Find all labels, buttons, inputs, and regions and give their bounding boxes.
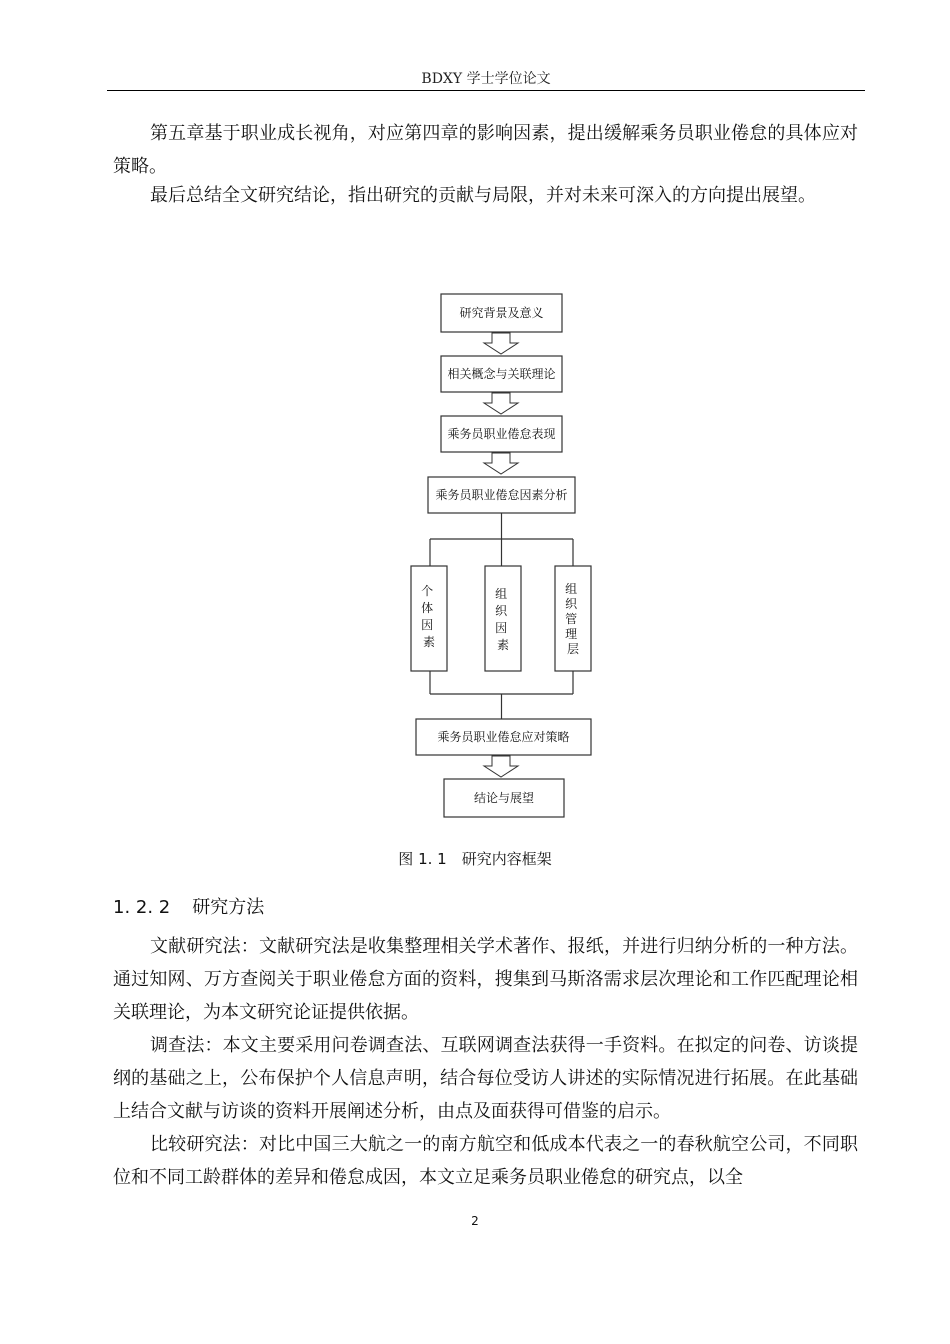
figure-caption: 图 1. 1 研究内容框架	[398, 850, 552, 868]
header-rule	[107, 90, 865, 91]
paragraph-literature-method: 文献研究法：文献研究法是收集整理相关学术著作、报纸，并进行归纳分析的一种方法。通过知网、万方查阅关于职业倦怠方面的资料，搜集到马斯洛需求层次理论和工作匹配理论相关联理论，为本文研究论证提供依据。	[113, 936, 858, 1023]
section-heading	[113, 893, 264, 919]
paragraph-survey-method: 调查法：本文主要采用问卷调查法、互联网调查法获得一手资料。在拟定的问卷、访谈提纲的基础之上，公布保护个人信息声明，结合每位受访人讲述的实际情况进行拓展。在此基础上结合文献与访谈的资料开展阐述分析，由点及面获得可借鉴的启示。	[113, 1035, 858, 1122]
paragraph-comparative-method: 比较研究法：对比中国三大航之一的南方航空和低成本代表之一的春秋航空公司，不同职位和不同工龄群体的差异和倦怠成因，本文立足乘务员职业倦怠的研究点，以全	[113, 1134, 858, 1188]
research-framework-flowchart	[400, 286, 610, 826]
factor-char: 个	[421, 584, 434, 598]
factor-char: 体	[421, 601, 434, 615]
factor-char: 因	[421, 618, 434, 632]
factor-char: 织	[495, 604, 508, 618]
factor-char: 组	[565, 582, 578, 596]
factor-char: 因	[495, 621, 508, 635]
factor-box-background	[485, 566, 521, 671]
flow-box-label: 结论与展望	[473, 791, 535, 805]
running-header: BDXY 学士学位论文	[421, 71, 551, 87]
factor-char: 织	[565, 597, 578, 611]
page-number: 2	[471, 1214, 479, 1228]
factor-char: 理	[565, 627, 578, 641]
factor-char: 素	[422, 635, 436, 649]
factor-char: 层	[566, 642, 580, 656]
paragraph-conclusion: 最后总结全文研究结论，指出研究的贡献与局限，并对未来可深入的方向提出展望。	[150, 185, 816, 206]
section-number: 1. 2. 2	[113, 897, 171, 918]
flow-box-label: 乘务员职业倦怠应对策略	[437, 730, 570, 744]
flow-arrow-icon	[484, 393, 518, 414]
factor-char: 组	[495, 587, 508, 601]
flow-box-label: 乘务员职业倦怠表现	[447, 427, 556, 441]
flow-arrow-icon	[484, 756, 518, 777]
flow-arrow-icon	[484, 453, 518, 474]
factor-box-label	[565, 582, 581, 656]
section-title: 研究方法	[192, 897, 265, 918]
factor-char: 素	[496, 638, 510, 652]
factor-char: 管	[565, 612, 578, 626]
flow-box-label: 乘务员职业倦怠因素分析	[435, 488, 568, 502]
flow-box-label: 研究背景及意义	[459, 306, 544, 320]
flow-arrow-icon	[484, 333, 518, 354]
flow-box-label: 相关概念与关联理论	[447, 367, 556, 381]
paragraph-chapter5: 第五章基于职业成长视角，对应第四章的影响因素，提出缓解乘务员职业倦怠的具体应对策略。	[113, 123, 858, 177]
